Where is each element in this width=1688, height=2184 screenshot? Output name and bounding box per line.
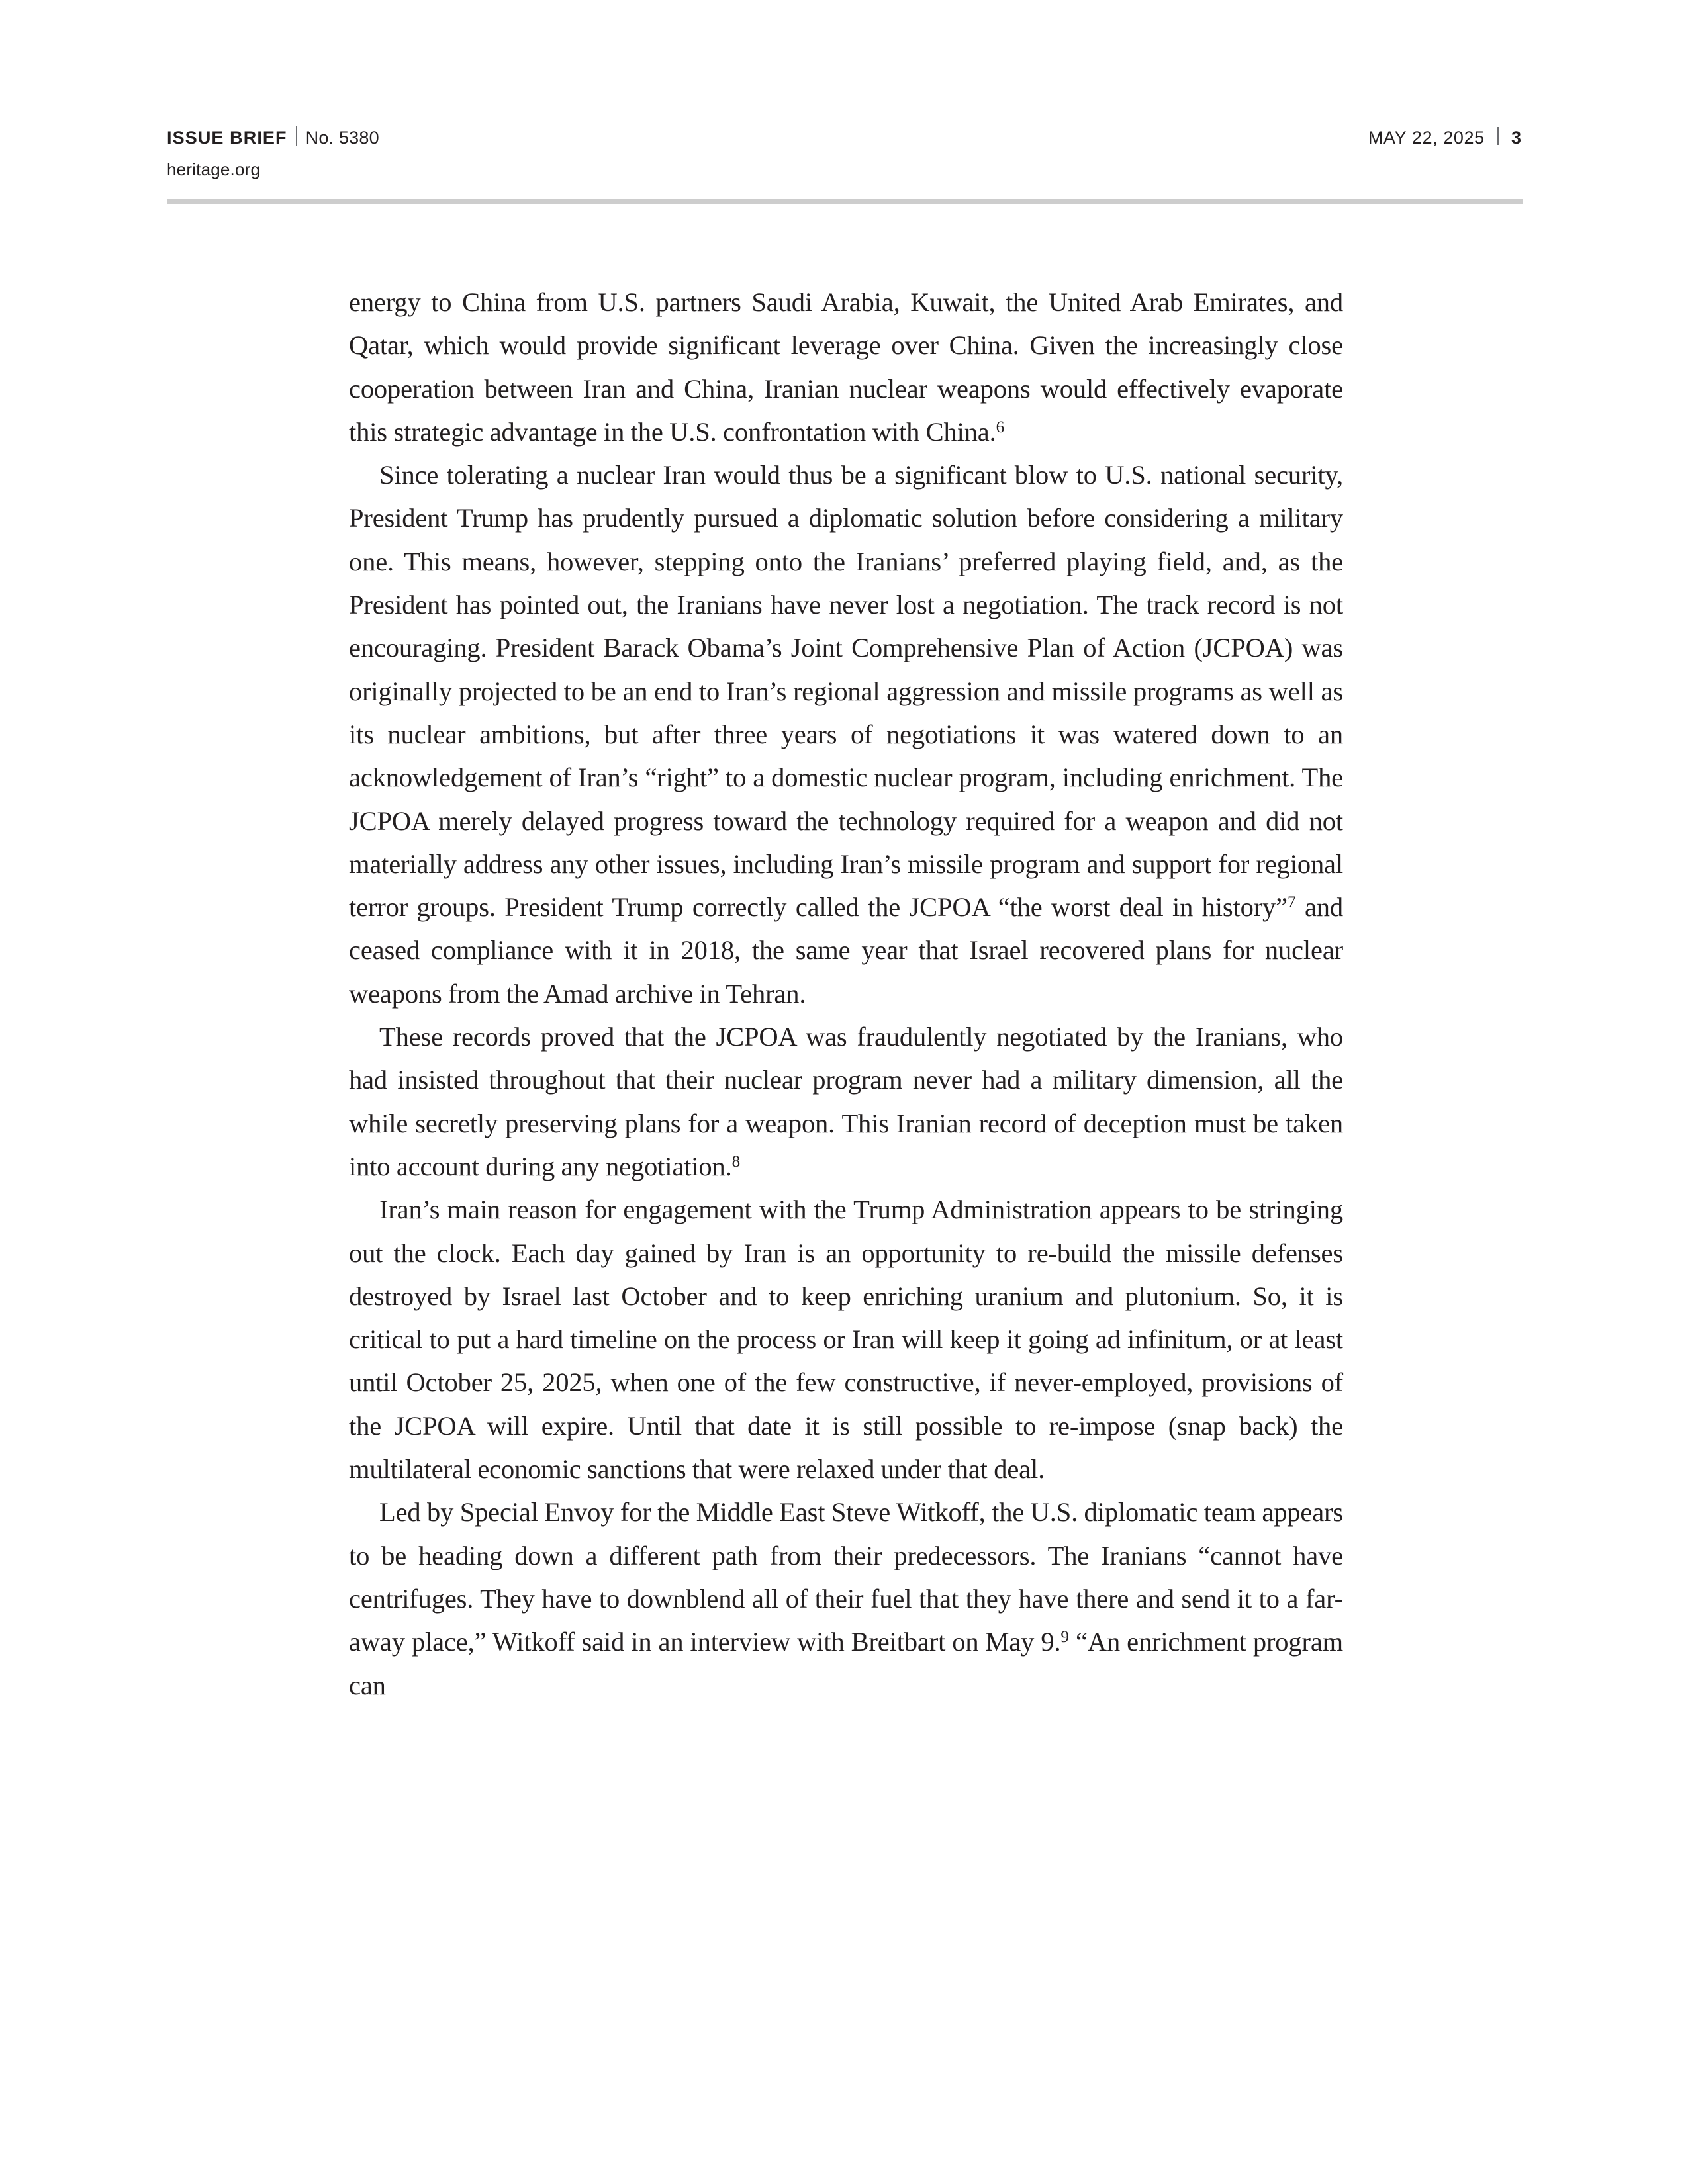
publication-label: ISSUE BRIEF xyxy=(167,128,287,148)
running-header xyxy=(167,124,1521,148)
paragraph-text: “An enrichment program can xyxy=(349,1627,1343,1700)
page-number: 3 xyxy=(1511,128,1521,148)
publication-date: MAY 22, 2025 xyxy=(1368,128,1485,148)
footnote-marker[interactable]: 8 xyxy=(731,1152,741,1171)
header-rule xyxy=(167,199,1523,204)
paragraph-text: Since tolerating a nuclear Iran would thus be a significant blow to U.S. national security, President Trump has prudently pursued a diplomatic solution before considering a military one. This means, however, stepping onto the Iranians’ preferred playing field, and, as the President has pointed out, the Iranians have never lost a negotiation. The track record is not encouraging. President Barack Obama’s Joint Comprehensive Plan of Action (JCPOA) was originally projected to be an end to Iran’s regional aggression and missile programs as well as its nuclear ambitions, but after three years of negotiations it was watered down to an acknowledgement of Iran’s “right” to a domestic nuclear program, including enrichment. The JCPOA merely delayed progress toward the technology required for a weapon and did not materially address any other issues, including Iran’s missile program and support for regional terror groups. President Trump correctly called the JCPOA “the worst deal in history” xyxy=(349,460,1343,923)
body-paragraph xyxy=(349,1490,1343,1706)
footnote-marker[interactable]: 9 xyxy=(1060,1628,1069,1647)
body-text-column xyxy=(349,281,1343,1707)
issue-number: No. 5380 xyxy=(305,128,379,148)
body-paragraph xyxy=(349,281,1343,453)
header-divider-icon xyxy=(296,126,297,146)
running-header-left xyxy=(167,124,379,148)
running-header-row xyxy=(167,124,1521,148)
running-header-right xyxy=(1368,126,1521,148)
footnote-marker[interactable]: 6 xyxy=(996,418,1005,436)
page-divider-icon xyxy=(1497,127,1499,145)
paragraph-text: Iran’s main reason for engagement with the Trump Administration appears to be stringing out the clock. Each day gained by Iran is an opportunity to re-build the missile defenses destroyed by Israel last October and to keep enriching uranium and plutonium. So, it is critical to put a hard timeline on the process or Iran will keep it going ad infinitum, or at least until October 25, 2025, when one of the few constructive, if never-employed, provisions of the JCPOA will expire. Until that date it is still possible to re-impose (snap back) the multilateral economic sanctions that were relaxed under that deal. xyxy=(349,1195,1343,1484)
footnote-marker[interactable]: 7 xyxy=(1287,893,1296,912)
website-url: heritage.org xyxy=(167,159,261,179)
body-paragraph xyxy=(349,1015,1343,1188)
body-paragraph xyxy=(349,453,1343,1015)
paragraph-text: and ceased compliance with it in 2018, the same year that Israel recovered plans for nuclear weapons from the Amad archive in Tehran. xyxy=(349,892,1343,1009)
paragraph-text: energy to China from U.S. partners Saudi Arabia, Kuwait, the United Arab Emirates, and Qatar, which would provide significant leverage over China. Given the increasingly close cooperation between Iran and China, Iranian nuclear weapons would effectively evaporate this strategic advantage in the U.S. confrontation with China. xyxy=(349,287,1343,447)
body-paragraph xyxy=(349,1188,1343,1490)
paragraph-text: Led by Special Envoy for the Middle East Steve Witkoff, the U.S. diplomatic team appears to be heading down a different path from their predecessors. The Iranians “cannot have centrifuges. They have to downblend all of their fuel that they have there and send it to a far-away place,” Witkoff said in an interview with Breitbart on May 9. xyxy=(349,1497,1343,1657)
paragraph-text: These records proved that the JCPOA was fraudulently negotiated by the Iranians, who had insisted throughout that their nuclear program never had a military dimension, all the while secretly preserving plans for a weapon. This Iranian record of deception must be taken into account during any negotiation. xyxy=(349,1022,1343,1181)
